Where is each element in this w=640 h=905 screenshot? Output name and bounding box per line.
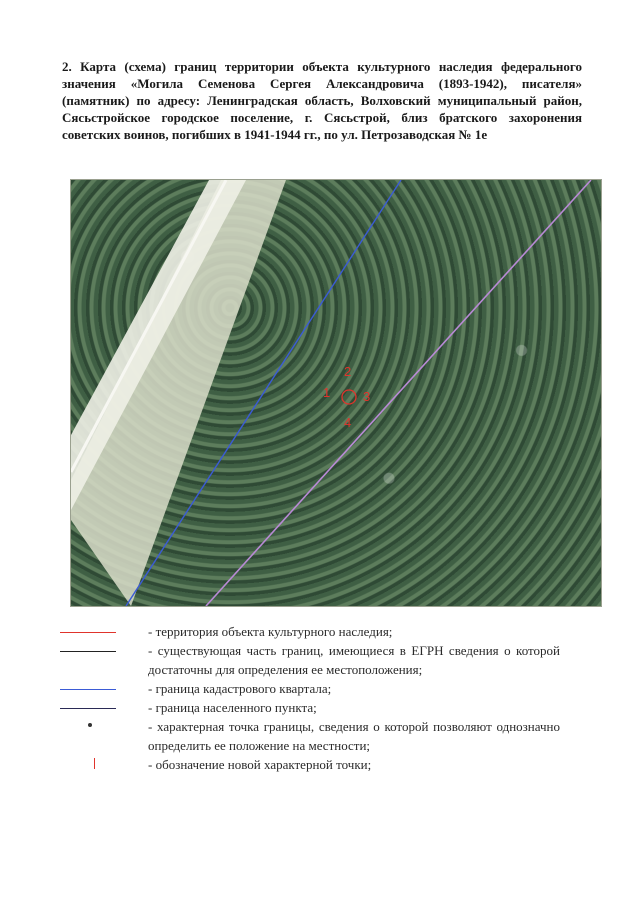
legend-text: - граница кадастрового квартала;	[148, 681, 332, 696]
legend-row-cadastral	[60, 679, 560, 698]
legend-row-new-point	[60, 755, 560, 774]
satellite-map	[70, 179, 602, 607]
point-label-3: 3	[363, 389, 371, 404]
legend-dark-line	[60, 708, 116, 709]
object-territory-circle	[342, 390, 356, 404]
map-legend	[60, 622, 560, 774]
legend-row-existing-boundary	[60, 641, 560, 679]
legend-text: - территория объекта культурного наследия;	[148, 624, 393, 639]
legend-red-line	[60, 632, 116, 633]
legend-row-characteristic-point	[60, 717, 560, 755]
legend-dot	[88, 723, 92, 727]
legend-blue-line	[60, 689, 116, 690]
document-heading: 2. Карта (схема) границ территории объекта культурного наследия федерального значения «Могила Семенова Сергея Александровича (1893-1942), писателя» (памятник) по адресу: Ленинградская область, Волховский муниципальный район, Сясьстройское городское поселение, г. Сясьстрой, близ братского захоронения советских воинов, погибших в 1941-1944 гг., по ул. Петрозаводская № 1е	[62, 59, 582, 142]
legend-black-line	[60, 651, 116, 652]
legend-text: - характерная точка границы, сведения о которой позволяют однозначно определить ее положение на местности;	[148, 719, 560, 753]
legend-row-territory	[60, 622, 560, 641]
point-label-2: 2	[344, 364, 352, 379]
legend-text: - граница населенного пункта;	[148, 700, 317, 715]
legend-red-tick	[94, 758, 95, 769]
point-label-4: 4	[344, 415, 352, 430]
map-overlay	[71, 180, 601, 606]
legend-row-settlement	[60, 698, 560, 717]
point-label-1: 1	[323, 385, 331, 400]
legend-text: - обозначение новой характерной точки;	[148, 757, 372, 772]
legend-text: - существующая часть границ, имеющиеся в ЕГРН сведения о которой достаточны для определения ее местоположения;	[148, 643, 560, 677]
